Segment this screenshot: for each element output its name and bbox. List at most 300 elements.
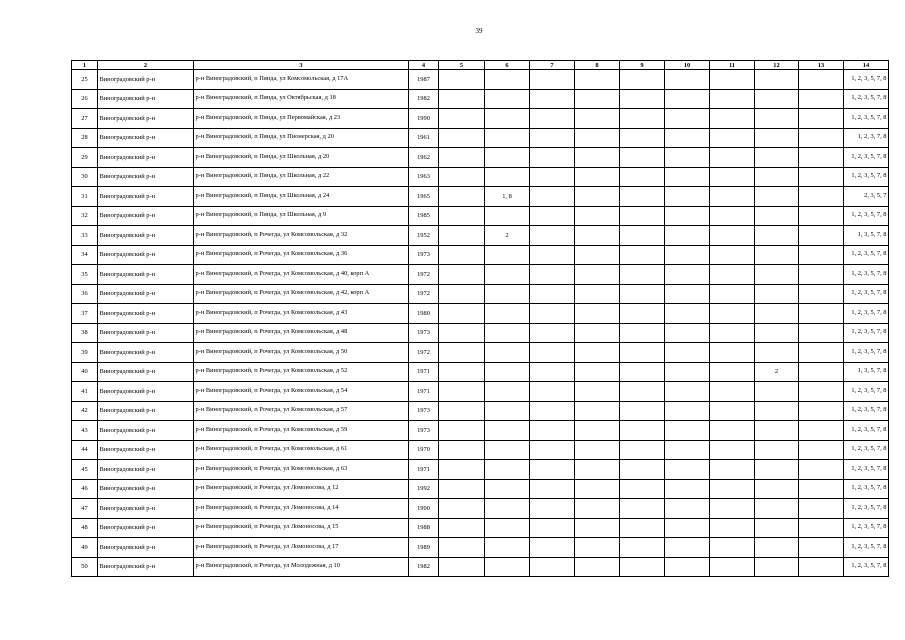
row-number-cell: 46 (72, 479, 98, 499)
year-cell: 1971 (409, 460, 439, 480)
col5-cell (439, 109, 485, 129)
year-cell: 1961 (409, 128, 439, 148)
col12-cell (755, 421, 799, 441)
col5-cell (439, 440, 485, 460)
col11-cell (710, 70, 755, 90)
column-header-10: 10 (665, 61, 710, 70)
column-header-5: 5 (439, 61, 485, 70)
district-cell: Виноградовский р-н (98, 440, 194, 460)
col8-cell (575, 245, 620, 265)
col8-cell (575, 148, 620, 168)
col11-cell (710, 479, 755, 499)
col10-cell (665, 167, 710, 187)
col8-cell (575, 401, 620, 421)
col12-cell (755, 167, 799, 187)
col12-cell (755, 538, 799, 558)
col10-cell (665, 362, 710, 382)
col7-cell (530, 499, 575, 519)
table-row (72, 109, 889, 129)
col8-cell (575, 362, 620, 382)
col13-cell (799, 499, 844, 519)
column-header-1: 1 (72, 61, 98, 70)
col11-cell (710, 538, 755, 558)
col13-cell (799, 343, 844, 363)
col8-cell (575, 89, 620, 109)
year-cell: 1990 (409, 109, 439, 129)
col7-cell (530, 343, 575, 363)
col11-cell (710, 499, 755, 519)
district-cell: Виноградовский р-н (98, 187, 194, 207)
col6-cell (485, 440, 530, 460)
col12-cell (755, 89, 799, 109)
column-header-11: 11 (710, 61, 755, 70)
col11-cell (710, 187, 755, 207)
col10-cell (665, 206, 710, 226)
col6-cell (485, 245, 530, 265)
col14-cell: 2, 3, 5, 7 (844, 187, 889, 207)
col9-cell (620, 401, 665, 421)
col6-cell (485, 265, 530, 285)
col9-cell (620, 89, 665, 109)
col6-cell (485, 421, 530, 441)
column-header-2: 2 (98, 61, 194, 70)
row-number-cell: 35 (72, 265, 98, 285)
table-row (72, 323, 889, 343)
year-cell: 1972 (409, 284, 439, 304)
col12-cell (755, 245, 799, 265)
col8-cell (575, 557, 620, 577)
col10-cell (665, 440, 710, 460)
row-number-cell: 42 (72, 401, 98, 421)
district-cell: Виноградовский р-н (98, 245, 194, 265)
col5-cell (439, 128, 485, 148)
address-cell: р-н Виноградовский, п Рочегда, ул Комсомольская, д 54 (194, 382, 409, 402)
table-row (72, 343, 889, 363)
address-cell: р-н Виноградовский, п Рочегда, ул Комсомольская, д 40, корп А (194, 265, 409, 285)
col14-cell: 1, 2, 3, 5, 7, 8 (844, 206, 889, 226)
district-cell: Виноградовский р-н (98, 284, 194, 304)
year-cell: 1990 (409, 499, 439, 519)
col7-cell (530, 518, 575, 538)
district-cell: Виноградовский р-н (98, 323, 194, 343)
district-cell: Виноградовский р-н (98, 421, 194, 441)
col5-cell (439, 499, 485, 519)
col9-cell (620, 226, 665, 246)
col10-cell (665, 128, 710, 148)
table-row (72, 538, 889, 558)
year-cell: 1972 (409, 343, 439, 363)
column-header-9: 9 (620, 61, 665, 70)
col5-cell (439, 226, 485, 246)
year-cell: 1973 (409, 323, 439, 343)
col12-cell (755, 304, 799, 324)
year-cell: 1973 (409, 421, 439, 441)
address-cell: р-н Виноградовский, п Рочегда, ул Комсомольская, д 59 (194, 421, 409, 441)
year-cell: 1965 (409, 187, 439, 207)
address-cell: р-н Виноградовский, п Рочегда, ул Ломоносова, д 15 (194, 518, 409, 538)
table-row (72, 518, 889, 538)
district-cell: Виноградовский р-н (98, 128, 194, 148)
district-cell: Виноградовский р-н (98, 401, 194, 421)
table-row (72, 421, 889, 441)
col12-cell (755, 460, 799, 480)
col8-cell (575, 518, 620, 538)
table-row (72, 284, 889, 304)
row-number-cell: 31 (72, 187, 98, 207)
address-cell: р-н Виноградовский, п Пянда, ул Школьная, д 24 (194, 187, 409, 207)
column-header-12: 12 (755, 61, 799, 70)
col5-cell (439, 538, 485, 558)
col14-cell: 1, 2, 3, 5, 7, 8 (844, 479, 889, 499)
district-cell: Виноградовский р-н (98, 167, 194, 187)
col10-cell (665, 401, 710, 421)
col10-cell (665, 89, 710, 109)
col9-cell (620, 440, 665, 460)
col12-cell (755, 70, 799, 90)
address-cell: р-н Виноградовский, п Пянда, ул Школьная, д 22 (194, 167, 409, 187)
row-number-cell: 33 (72, 226, 98, 246)
col10-cell (665, 304, 710, 324)
col14-cell: 1, 2, 3, 5, 7, 8 (844, 265, 889, 285)
col9-cell (620, 265, 665, 285)
year-cell: 1992 (409, 479, 439, 499)
col14-cell: 1, 3, 5, 7, 8 (844, 226, 889, 246)
address-cell: р-н Виноградовский, п Рочегда, ул Комсомольская, д 43 (194, 304, 409, 324)
year-cell: 1985 (409, 206, 439, 226)
col9-cell (620, 538, 665, 558)
table-row (72, 70, 889, 90)
col11-cell (710, 89, 755, 109)
col8-cell (575, 499, 620, 519)
col14-cell: 1, 2, 3, 5, 7, 8 (844, 89, 889, 109)
col14-cell: 1, 2, 3, 5, 7, 8 (844, 538, 889, 558)
col6-cell (485, 89, 530, 109)
col7-cell (530, 109, 575, 129)
col12-cell (755, 148, 799, 168)
col8-cell (575, 187, 620, 207)
address-cell: р-н Виноградовский, п Рочегда, ул Комсомольская, д 52 (194, 362, 409, 382)
table-row (72, 362, 889, 382)
address-cell: р-н Виноградовский, п Пянда, ул Октябрьская, д 18 (194, 89, 409, 109)
col12-cell (755, 382, 799, 402)
table-row (72, 479, 889, 499)
col14-cell: 1, 2, 3, 5, 7, 8 (844, 343, 889, 363)
row-number-cell: 44 (72, 440, 98, 460)
col12-cell (755, 343, 799, 363)
address-cell: р-н Виноградовский, п Рочегда, ул Комсомольская, д 32 (194, 226, 409, 246)
table-row (72, 148, 889, 168)
district-cell: Виноградовский р-н (98, 479, 194, 499)
col5-cell (439, 89, 485, 109)
col13-cell (799, 148, 844, 168)
district-cell: Виноградовский р-н (98, 499, 194, 519)
district-cell: Виноградовский р-н (98, 109, 194, 129)
col11-cell (710, 206, 755, 226)
column-header-8: 8 (575, 61, 620, 70)
year-cell: 1973 (409, 401, 439, 421)
col13-cell (799, 284, 844, 304)
col10-cell (665, 499, 710, 519)
col9-cell (620, 518, 665, 538)
col6-cell (485, 148, 530, 168)
column-header-14: 14 (844, 61, 889, 70)
col14-cell: 1, 3, 5, 7, 8 (844, 362, 889, 382)
table-row (72, 382, 889, 402)
col7-cell (530, 284, 575, 304)
col12-cell (755, 401, 799, 421)
col14-cell: 1, 2, 3, 5, 7, 8 (844, 518, 889, 538)
year-cell: 1989 (409, 538, 439, 558)
col6-cell (485, 362, 530, 382)
year-cell: 1987 (409, 70, 439, 90)
col12-cell (755, 265, 799, 285)
col12-cell (755, 284, 799, 304)
address-cell: р-н Виноградовский, п Рочегда, ул Комсомольская, д 48 (194, 323, 409, 343)
col11-cell (710, 557, 755, 577)
col5-cell (439, 70, 485, 90)
col7-cell (530, 226, 575, 246)
col8-cell (575, 421, 620, 441)
year-cell: 1971 (409, 382, 439, 402)
district-cell: Виноградовский р-н (98, 304, 194, 324)
year-cell: 1980 (409, 304, 439, 324)
col14-cell: 1, 2, 3, 5, 7, 8 (844, 460, 889, 480)
address-cell: р-н Виноградовский, п Рочегда, ул Молодежная, д 10 (194, 557, 409, 577)
column-header-4: 4 (409, 61, 439, 70)
col5-cell (439, 187, 485, 207)
col11-cell (710, 421, 755, 441)
col9-cell (620, 187, 665, 207)
table-row (72, 89, 889, 109)
col6-cell (485, 284, 530, 304)
col13-cell (799, 323, 844, 343)
district-cell: Виноградовский р-н (98, 206, 194, 226)
page-number: 39 (475, 27, 483, 35)
col6-cell (485, 518, 530, 538)
col11-cell (710, 440, 755, 460)
col8-cell (575, 538, 620, 558)
year-cell: 1970 (409, 440, 439, 460)
col5-cell (439, 304, 485, 324)
table-row (72, 557, 889, 577)
address-cell: р-н Виноградовский, п Пянда, ул Пионерская, д 20 (194, 128, 409, 148)
col7-cell (530, 89, 575, 109)
table-row (72, 226, 889, 246)
col5-cell (439, 343, 485, 363)
row-number-cell: 50 (72, 557, 98, 577)
table-row (72, 187, 889, 207)
row-number-cell: 40 (72, 362, 98, 382)
table-row (72, 304, 889, 324)
col6-cell (485, 128, 530, 148)
col9-cell (620, 284, 665, 304)
col8-cell (575, 304, 620, 324)
col7-cell (530, 382, 575, 402)
header-row (72, 61, 889, 70)
col13-cell (799, 538, 844, 558)
col5-cell (439, 479, 485, 499)
col9-cell (620, 245, 665, 265)
col6-cell (485, 479, 530, 499)
col7-cell (530, 557, 575, 577)
col6-cell (485, 499, 530, 519)
col8-cell (575, 382, 620, 402)
col11-cell (710, 265, 755, 285)
col7-cell (530, 304, 575, 324)
col9-cell (620, 557, 665, 577)
col6-cell: 1, 8 (485, 187, 530, 207)
col12-cell: 2 (755, 362, 799, 382)
col12-cell (755, 440, 799, 460)
col14-cell: 1, 2, 3, 5, 7, 8 (844, 440, 889, 460)
col11-cell (710, 167, 755, 187)
column-header-7: 7 (530, 61, 575, 70)
col5-cell (439, 460, 485, 480)
table-body (72, 70, 889, 577)
col7-cell (530, 362, 575, 382)
col14-cell: 1, 2, 3, 5, 7, 8 (844, 401, 889, 421)
col7-cell (530, 70, 575, 90)
col9-cell (620, 70, 665, 90)
col7-cell (530, 323, 575, 343)
col10-cell (665, 109, 710, 129)
col14-cell: 1, 2, 3, 5, 7, 8 (844, 382, 889, 402)
address-cell: р-н Виноградовский, п Рочегда, ул Комсомольская, д 63 (194, 460, 409, 480)
col10-cell (665, 284, 710, 304)
col8-cell (575, 265, 620, 285)
col12-cell (755, 187, 799, 207)
address-cell: р-н Виноградовский, п Пянда, ул Школьная, д 9 (194, 206, 409, 226)
col13-cell (799, 382, 844, 402)
address-cell: р-н Виноградовский, п Рочегда, ул Комсомольская, д 57 (194, 401, 409, 421)
column-header-3: 3 (194, 61, 409, 70)
col8-cell (575, 323, 620, 343)
col7-cell (530, 440, 575, 460)
col13-cell (799, 167, 844, 187)
col7-cell (530, 245, 575, 265)
col10-cell (665, 557, 710, 577)
col5-cell (439, 421, 485, 441)
table-row (72, 265, 889, 285)
col6-cell (485, 206, 530, 226)
col10-cell (665, 382, 710, 402)
col6-cell (485, 70, 530, 90)
col14-cell: 1, 2, 3, 5, 7, 8 (844, 148, 889, 168)
col7-cell (530, 167, 575, 187)
col9-cell (620, 304, 665, 324)
col5-cell (439, 323, 485, 343)
row-number-cell: 38 (72, 323, 98, 343)
address-cell: р-н Виноградовский, п Рочегда, ул Комсомольская, д 36 (194, 245, 409, 265)
col13-cell (799, 128, 844, 148)
col13-cell (799, 89, 844, 109)
district-cell: Виноградовский р-н (98, 460, 194, 480)
col12-cell (755, 518, 799, 538)
col7-cell (530, 206, 575, 226)
col14-cell: 1, 2, 3, 5, 7, 8 (844, 499, 889, 519)
col9-cell (620, 323, 665, 343)
col11-cell (710, 323, 755, 343)
col7-cell (530, 401, 575, 421)
col13-cell (799, 479, 844, 499)
col13-cell (799, 557, 844, 577)
col10-cell (665, 343, 710, 363)
col9-cell (620, 362, 665, 382)
col11-cell (710, 304, 755, 324)
col12-cell (755, 109, 799, 129)
col5-cell (439, 401, 485, 421)
col11-cell (710, 245, 755, 265)
year-cell: 1971 (409, 362, 439, 382)
col11-cell (710, 362, 755, 382)
address-cell: р-н Виноградовский, п Пянда, ул Школьная, д 20 (194, 148, 409, 168)
column-header-6: 6 (485, 61, 530, 70)
table-row (72, 206, 889, 226)
col8-cell (575, 206, 620, 226)
col8-cell (575, 479, 620, 499)
district-cell: Виноградовский р-н (98, 226, 194, 246)
row-number-cell: 30 (72, 167, 98, 187)
address-cell: р-н Виноградовский, п Рочегда, ул Комсомольская, д 42, корп А (194, 284, 409, 304)
col10-cell (665, 538, 710, 558)
row-number-cell: 39 (72, 343, 98, 363)
address-cell: р-н Виноградовский, п Пянда, ул Комсомольская, д 17А (194, 70, 409, 90)
col8-cell (575, 226, 620, 246)
col5-cell (439, 362, 485, 382)
col6-cell (485, 343, 530, 363)
col7-cell (530, 187, 575, 207)
year-cell: 1982 (409, 89, 439, 109)
col9-cell (620, 167, 665, 187)
row-number-cell: 36 (72, 284, 98, 304)
address-cell: р-н Виноградовский, п Пянда, ул Первомайская, д 23 (194, 109, 409, 129)
col11-cell (710, 382, 755, 402)
table-row (72, 499, 889, 519)
col7-cell (530, 460, 575, 480)
row-number-cell: 27 (72, 109, 98, 129)
row-number-cell: 34 (72, 245, 98, 265)
col8-cell (575, 109, 620, 129)
column-header-13: 13 (799, 61, 844, 70)
col6-cell (485, 401, 530, 421)
district-cell: Виноградовский р-н (98, 70, 194, 90)
col9-cell (620, 421, 665, 441)
year-cell: 1972 (409, 265, 439, 285)
col13-cell (799, 245, 844, 265)
col8-cell (575, 460, 620, 480)
col14-cell: 1, 2, 3, 5, 7, 8 (844, 304, 889, 324)
col9-cell (620, 109, 665, 129)
table-row (72, 460, 889, 480)
year-cell: 1963 (409, 167, 439, 187)
col6-cell (485, 382, 530, 402)
row-number-cell: 29 (72, 148, 98, 168)
col13-cell (799, 187, 844, 207)
district-cell: Виноградовский р-н (98, 557, 194, 577)
col5-cell (439, 206, 485, 226)
col14-cell: 1, 2, 3, 5, 7, 8 (844, 167, 889, 187)
row-number-cell: 28 (72, 128, 98, 148)
col14-cell: 1, 2, 3, 5, 7, 8 (844, 245, 889, 265)
col9-cell (620, 128, 665, 148)
col13-cell (799, 440, 844, 460)
row-number-cell: 45 (72, 460, 98, 480)
col12-cell (755, 206, 799, 226)
col13-cell (799, 401, 844, 421)
row-number-cell: 37 (72, 304, 98, 324)
district-cell: Виноградовский р-н (98, 148, 194, 168)
row-number-cell: 32 (72, 206, 98, 226)
